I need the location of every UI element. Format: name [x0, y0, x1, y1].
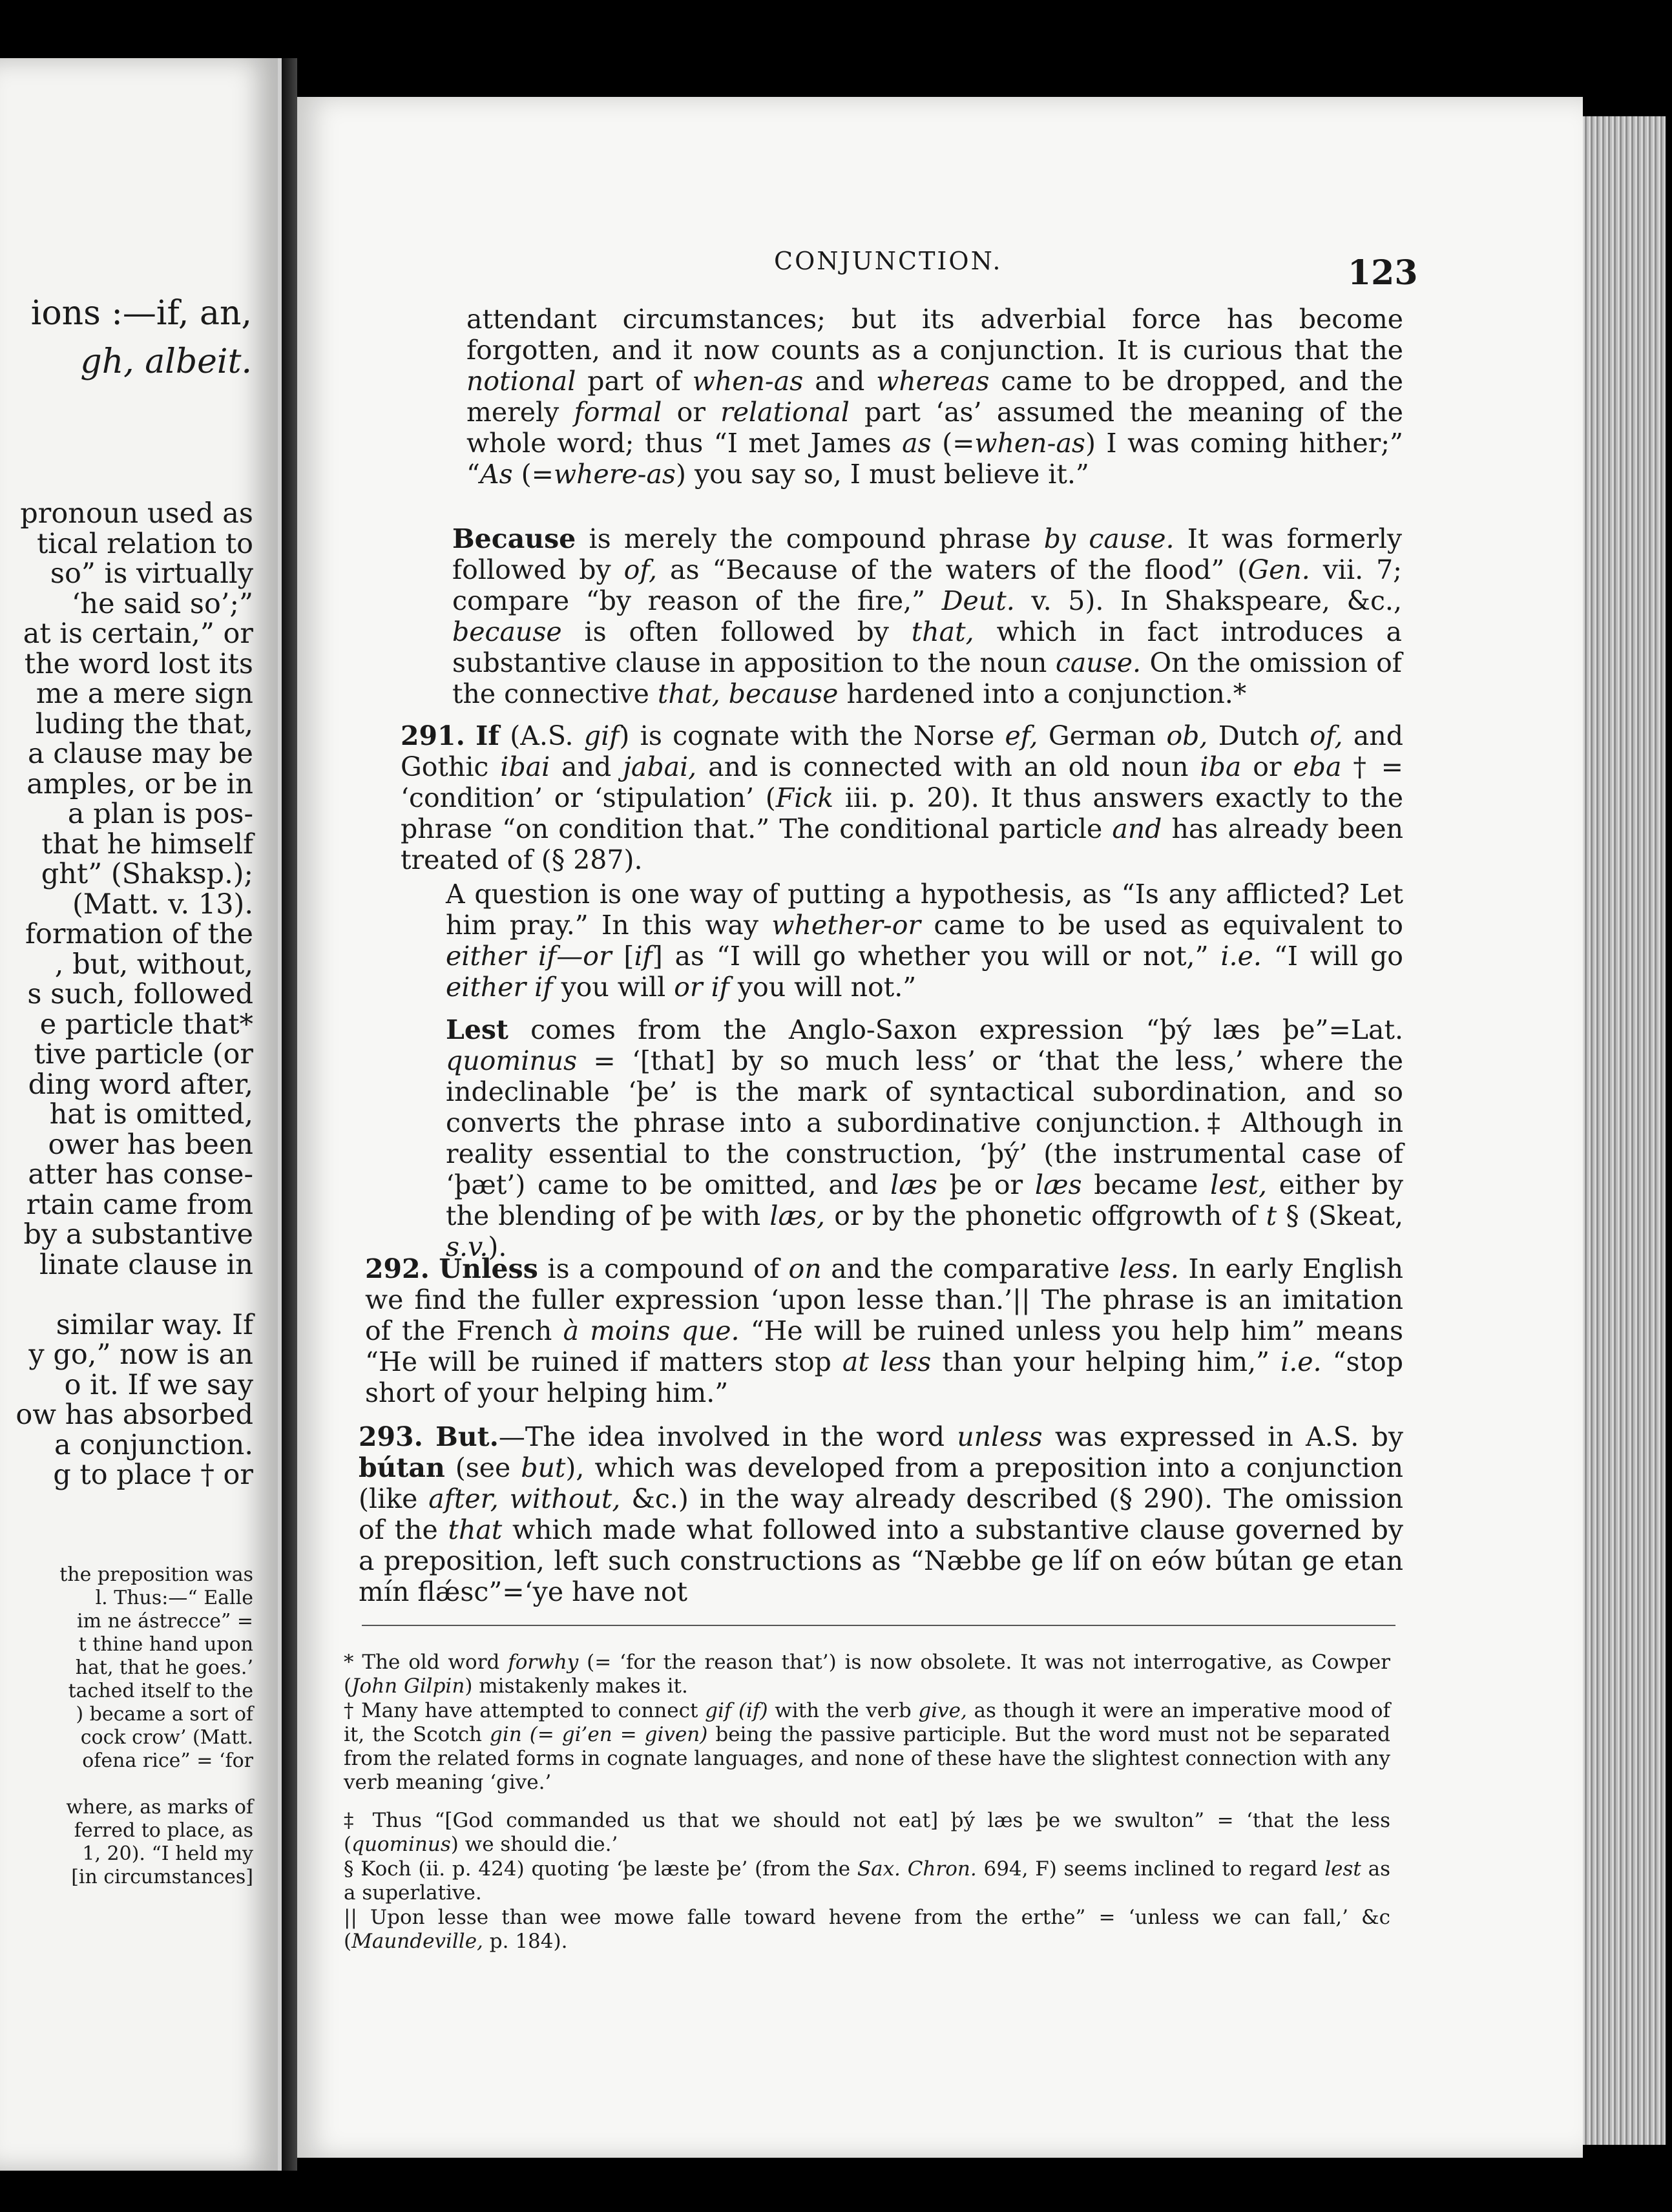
left-page-line: ght” (Shaksp.);	[41, 858, 253, 890]
left-page-line: luding the that,	[35, 707, 253, 740]
left-page-line: s such, followed	[27, 978, 253, 1010]
left-page-line: hat is omitted,	[49, 1098, 253, 1131]
left-page-line: a clause may be	[28, 738, 253, 770]
left-page-line: rtain came from	[26, 1188, 253, 1221]
book-gutter	[282, 58, 297, 2171]
left-page-line: at is certain,” or	[23, 618, 253, 650]
left-page-footnote-line: cock crow’ (Matt.	[80, 1726, 253, 1749]
footnote-1: * The old word forwhy (= ‘for the reason that’) is now obsolete. It was not interrogative, as Cowper (John Gilpin) mistakenly makes it.	[344, 1651, 1391, 1698]
left-page-line: ower has been	[48, 1128, 253, 1161]
left-page-line: so” is virtually	[50, 558, 253, 590]
keyword-lest: Lest	[446, 1014, 508, 1045]
left-page	[0, 58, 282, 2171]
left-page-line: by a substantive	[23, 1218, 253, 1251]
left-page-line: atter has conse-	[28, 1158, 253, 1191]
left-page-footnote-line: l. Thus:—“ Ealle	[95, 1587, 253, 1609]
left-page-footnote-line: ) became a sort of	[76, 1703, 253, 1726]
left-page-line: ‘he said so’;”	[71, 587, 253, 620]
left-page-line: pronoun used as	[20, 497, 253, 530]
footnote-3: ‡ Thus “[God commanded us that we should not eat] þý læs þe we swulton” = ‘that the less (quominus) we should die.’	[344, 1809, 1390, 1856]
left-page-line: similar way. If	[56, 1308, 253, 1341]
left-page-line: o it. If we say	[64, 1368, 253, 1401]
left-page-line: linate clause in	[39, 1248, 253, 1281]
keyword-but: But.	[435, 1421, 499, 1452]
left-page-line: amples, or be in	[26, 767, 253, 800]
left-page-line: the word lost its	[24, 647, 253, 680]
section-293: 293. But.—The idea involved in the word unless was expressed in A.S. by bútan (see but), which was developed from a preposition into a conjunction (like after, without, &c.) in the way already described (§ 290). The omission of the that which made what followed into a substantive clause governed by a preposition, left such constructions as “Næbbe ge líf on eów bútan ge etan mín flǽsc”=‘ye have not	[359, 1421, 1403, 1607]
left-page-line: formation of the	[25, 918, 253, 950]
footnote-5: || Upon lesse than wee mowe falle toward hevene from the erthe” = ‘unless we can fall,’ &c (Maundeville, p. 184).	[344, 1906, 1390, 1953]
left-heading-1: ions :—if, an,	[30, 294, 252, 333]
left-page-line: that he himself	[41, 828, 253, 861]
paragraph-continuation: attendant circumstances; but its adverbial force has become forgotten, and it now counts as a conjunction. It is curious that the notional part of when-as and whereas came to be dropped, and the merely formal or relational part ‘as’ assumed the meaning of the whole word; thus “I met James as (=when-as) I was coming hither;” “As (=where-as) you say so, I must believe it.”	[466, 304, 1403, 490]
left-page-line: tive particle (or	[34, 1038, 253, 1070]
left-page-line: me a mere sign	[36, 678, 253, 710]
keyword-if: If	[475, 720, 499, 751]
paragraph-question: A question is one way of putting a hypothesis, as “Is any afflicted? Let him pray.” In this way whether-or came to be used as equivalent to either if—or [if] as “I will go whether you will or not,” i.e. “I will go either if you will or if you will not.”	[446, 879, 1403, 1003]
paragraph-lest: Lest comes from the Anglo-Saxon expression “þý læs þe”=Lat. quominus = ‘[that] by so much less’ or ‘that the less,’ where the indeclinable ‘þe’ is the mark of syntactical subordination, and so converts the phrase into a subordinative conjunction.‡ Although in reality essential to the construction, ‘þý’ (the instrumental case of ‘þæt’) came to be omitted, and læs þe or læs became lest, either by the blending of þe with læs, or by the phonetic offgrowth of t § (Skeat, s.v.).	[446, 1014, 1403, 1262]
keyword-because: Because	[452, 523, 576, 554]
running-header: CONJUNCTION.	[774, 247, 1003, 275]
left-page-footnote-line: where, as marks of	[66, 1796, 253, 1819]
left-page-footnote-line: im ne ástrecce” =	[77, 1610, 253, 1633]
footnote-rule	[362, 1625, 1395, 1626]
left-page-footnote-line: 1, 20). “I held my	[82, 1842, 253, 1865]
left-page-footnote-line: ferred to place, as	[74, 1819, 253, 1842]
footnote-2: † Many have attempted to connect gif (if) with the verb give, as though it were an imperative mood of it, the Scotch gin (= gi’en = given) being the passive participle. But the word must not be separated from the related forms in cognate languages, and none of these have the slightest connection with any verb meaning ‘give.’	[344, 1699, 1390, 1794]
section-number-291: 291.	[401, 720, 465, 751]
left-page-footnote-line: hat, that he goes.’	[75, 1656, 253, 1679]
left-page-line: g to place † or	[53, 1459, 253, 1491]
left-page-footnote-line: ofena rice” = ‘for	[82, 1749, 253, 1772]
left-page-footnote-line: tached itself to the	[68, 1680, 253, 1702]
left-page-line: , but, without,	[54, 948, 253, 981]
footnote-4: § Koch (ii. p. 424) quoting ‘þe læste þe’ (from the Sax. Chron. 694, F) seems inclined to regard lest as a superlative.	[344, 1857, 1390, 1904]
section-number-293: 293.	[359, 1421, 423, 1452]
left-page-footnote-line: [in circumstances]	[71, 1866, 253, 1888]
keyword-unless: Unless	[439, 1253, 538, 1284]
left-page-line: ding word after,	[28, 1068, 253, 1101]
left-page-line: a conjunction.	[54, 1428, 253, 1461]
left-page-footnote-line: t thine hand upon	[78, 1633, 253, 1656]
left-page-footnote-line: the preposition was	[59, 1563, 253, 1586]
page-edges	[1583, 116, 1666, 2145]
section-292: 292. Unless is a compound of on and the comparative less. In early English we find the fuller expression ‘upon lesse than.’|| The phrase is an imitation of the French à moins que. “He will be ruined unless you help him” means “He will be ruined if matters stop at less than your helping him,” i.e. “stop short of your helping him.”	[365, 1253, 1404, 1408]
left-page-line: e particle that*	[39, 1008, 253, 1041]
left-page-line: a plan is pos-	[67, 798, 253, 830]
section-number-292: 292.	[365, 1253, 430, 1284]
left-page-line: y go,” now is an	[28, 1339, 253, 1371]
left-page-line: (Matt. v. 13).	[72, 888, 253, 921]
left-page-line: ow has absorbed	[16, 1399, 253, 1431]
page-number: 123	[1348, 253, 1418, 293]
section-291: 291. If (A.S. gif) is cognate with the Norse ef, German ob, Dutch of, and Gothic ibai and jabai, and is connected with an old noun iba or eba † = ‘condition’ or ‘stipulation’ (Fick iii. p. 20). It thus answers exactly to the phrase “on condition that.” The conditional particle and has already been treated of (§ 287).	[401, 720, 1404, 875]
paragraph-because: Because is merely the compound phrase by cause. It was formerly followed by of, as “Because of the waters of the flood” (Gen. vii. 7; compare “by reason of the fire,” Deut. v. 5). In Shakspeare, &c., because is often followed by that, which in fact introduces a substantive clause in apposition to the noun cause. On the omission of the connective that, because hardened into a conjunction.*	[452, 523, 1402, 709]
left-heading-2: gh, albeit.	[80, 342, 252, 381]
left-page-line: tical relation to	[36, 527, 253, 560]
